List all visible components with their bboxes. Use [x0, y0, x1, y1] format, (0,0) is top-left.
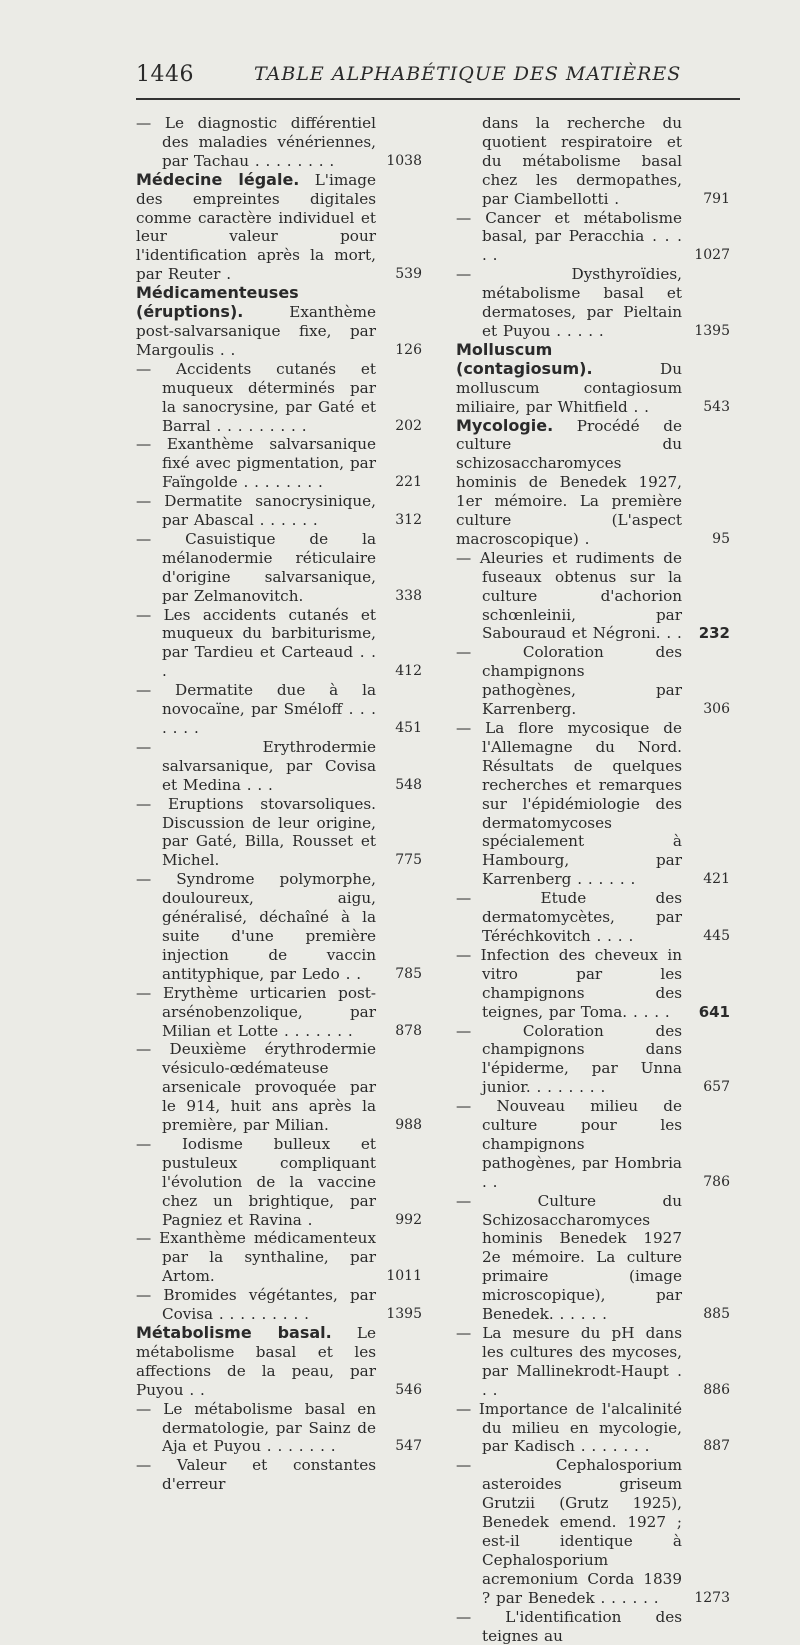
entry-text	[456, 417, 682, 549]
entry-body: Dermatite due à la novocaïne, par Sméloff . . . . . . .	[162, 681, 377, 737]
entry-text	[136, 1456, 376, 1494]
entry-body: Nouveau milieu de culture pour les champignons pathogènes, par Hombria . .	[482, 1097, 682, 1191]
entry-body: Les accidents cutanés et muqueux du barbiturisme, par Tardieu et Carteaud . . .	[162, 605, 377, 681]
entry-text	[136, 984, 376, 1041]
index-entry	[456, 114, 740, 209]
entry-page-number: 312	[395, 512, 422, 529]
entry-dash: —	[456, 719, 486, 737]
index-entry	[456, 1456, 740, 1607]
entry-dash: —	[136, 983, 163, 1002]
index-entry	[136, 435, 432, 492]
entry-text	[136, 1286, 376, 1324]
index-entry	[136, 606, 432, 682]
entry-page-number: 657	[703, 1079, 730, 1096]
entry-dash: —	[456, 1607, 506, 1626]
index-entry	[136, 1286, 432, 1324]
entry-dash: —	[456, 889, 541, 908]
entry-page-number: 445	[703, 927, 730, 944]
entry-dash: —	[136, 1456, 177, 1475]
entry-page-number: 306	[703, 701, 730, 718]
index-entry	[456, 417, 740, 549]
entry-text	[136, 435, 376, 492]
entry-page-number: 1395	[386, 1306, 422, 1323]
entry-text	[456, 643, 682, 719]
entry-body: Le métabolisme basal en dermatologie, par Sainz de Aja et Puyou . . . . . . .	[162, 1399, 376, 1456]
index-entry	[136, 171, 432, 284]
entry-dash: —	[136, 1229, 160, 1248]
entry-text	[136, 870, 376, 983]
entry-dash: —	[456, 1191, 538, 1210]
entry-dash: —	[136, 359, 177, 378]
index-entry	[136, 284, 432, 360]
entry-page-number: 878	[395, 1022, 422, 1039]
entry-dash: —	[456, 1021, 523, 1040]
index-entry	[456, 1608, 740, 1645]
entry-body: Iodisme bulleux et pustuleux compliquant l'évolution de la vaccine chez un brightique, par Pagniez et Ravina .	[162, 1134, 376, 1229]
index-entry	[136, 681, 432, 738]
entry-body: Cancer et métabolisme basal, par Peracchia . . . . .	[482, 208, 682, 265]
index-entry	[456, 1022, 740, 1098]
index-entry	[136, 738, 432, 795]
entry-page-number: 421	[703, 871, 730, 888]
entry-page-number: 412	[395, 663, 422, 680]
entry-page-number: 786	[703, 1173, 730, 1190]
entry-text	[456, 719, 682, 889]
entry-text	[456, 1324, 682, 1400]
index-entry	[456, 549, 740, 644]
entry-body: Bromides végétantes, par Covisa . . . . . . . . .	[162, 1286, 376, 1324]
entry-dash: —	[456, 548, 480, 567]
entry-dash: —	[136, 529, 186, 548]
index-entry	[136, 1456, 432, 1494]
entry-dash: —	[456, 1456, 556, 1475]
entry-page-number: 126	[395, 341, 422, 358]
entry-body: Le diagnostic différentiel des maladies vénériennes, par Tachau . . . . . . . .	[162, 114, 376, 170]
entry-page-number: 1011	[386, 1268, 422, 1285]
entry-dash: —	[136, 870, 177, 889]
entry-text	[456, 889, 682, 946]
entry-body: Erythème urticarien post-arsénobenzolique, par Milian et Lotte . . . . . . .	[162, 983, 376, 1040]
entry-body: Du molluscum contagiosum miliaire, par Whitfield . .	[456, 359, 682, 416]
entry-page-number: 1027	[694, 247, 730, 264]
entry-text	[456, 341, 682, 417]
entry-body: Casuistique de la mélanodermie réticulaire d'origine salvarsanique, par Zelmanovitch.	[162, 529, 377, 605]
entry-text	[136, 795, 376, 871]
entry-text	[456, 265, 682, 341]
entry-dash: —	[136, 1286, 164, 1305]
entry-body: dans la recherche du quotient respiratoire et du métabolisme basal chez les dermopathes, par Ciambellotti .	[482, 114, 682, 208]
entry-page-number: 992	[395, 1211, 422, 1228]
entry-dash: —	[456, 643, 523, 662]
entry-dash: —	[136, 114, 165, 132]
index-entry	[136, 530, 432, 606]
index-entry	[136, 114, 432, 171]
index-entry	[456, 889, 740, 946]
entry-body: Importance de l'alcalinité du milieu en mycologie, par Kadisch . . . . . . .	[478, 1399, 682, 1456]
entry-body: Aleuries et rudiments de fuseaux obtenus sur la culture d'achorion schœnleinii, par Sabouraud et Négroni. . .	[479, 548, 683, 643]
index-entry	[456, 719, 740, 889]
entry-text	[136, 606, 376, 682]
entry-heading: Mycologie.	[456, 415, 554, 435]
entry-dash: —	[456, 265, 572, 284]
index-entry	[456, 265, 740, 341]
entry-body: Exanthème post-salvarsanique fixe, par Margoulis . .	[136, 303, 376, 359]
entry-page-number: 775	[395, 852, 422, 869]
running-title: TABLE ALPHABÉTIQUE DES MATIÈRES	[254, 63, 682, 85]
entry-dash: —	[136, 737, 263, 756]
index-entry	[136, 795, 432, 871]
index-entry	[136, 984, 432, 1041]
index-entry	[456, 341, 740, 417]
entry-body: L'image des empreintes digitales comme caractère individuel et leur valeur pour l'identification après la mort, par Reuter .	[136, 170, 376, 284]
index-entry	[136, 492, 432, 530]
entry-body: Infection des cheveux in vitro par les champignons des teignes, par Toma. . . . .	[480, 945, 682, 1021]
entry-page-number: 988	[395, 1117, 422, 1134]
entry-text	[136, 681, 376, 738]
entry-page-number: 785	[395, 965, 422, 982]
entry-page-number: 1038	[386, 152, 422, 169]
entry-text	[136, 114, 376, 171]
entry-body: Etude des dermatomycètes, par Téréchkovitch . . . .	[482, 889, 682, 945]
entry-page-number: 451	[395, 720, 422, 736]
entry-text	[456, 549, 682, 644]
entry-page-number: 1273	[694, 1589, 730, 1606]
entry-body: Syndrome polymorphe, douloureux, aigu, généralisé, déchaîné à la suite d'une première injection de vaccin antityphique, par Ledo . .	[162, 870, 376, 983]
entry-page-number: 641	[698, 1002, 730, 1021]
entry-heading: Molluscum (contagiosum).	[456, 339, 593, 378]
entry-page-number: 885	[703, 1306, 730, 1323]
entry-body: Exanthème salvarsanique fixé avec pigmentation, par Faïngolde . . . . . . . .	[162, 435, 376, 492]
entry-page-number: 232	[698, 624, 730, 643]
entry-heading: Métabolisme basal.	[136, 1323, 332, 1342]
entry-body: Valeur et constantes d'erreur	[162, 1456, 376, 1494]
entry-body: La mesure du pH dans les cultures des mycoses, par Mallinekrodt-Haupt . . .	[482, 1324, 682, 1399]
entry-dash: —	[136, 1040, 170, 1059]
entry-page-number: 886	[703, 1381, 730, 1398]
entry-body: Culture du Schizosaccharomyces hominis Benedek 1927 2e mémoire. La culture primaire (image microscopique), par Benedek. . . . . .	[482, 1191, 682, 1324]
entry-page-number: 887	[703, 1438, 730, 1455]
entry-page-number: 548	[395, 776, 422, 793]
left-column	[136, 114, 432, 1494]
index-entry	[136, 1324, 432, 1400]
entry-text	[136, 1135, 376, 1230]
entry-body: Exanthème médicamenteux par la synthaline, par Artom.	[159, 1229, 377, 1286]
index-entry	[136, 1135, 432, 1230]
entry-page-number: 547	[395, 1438, 422, 1455]
entry-body: Erythrodermie salvarsanique, par Covisa et Medina . . .	[162, 737, 376, 794]
entry-page-number: 202	[395, 417, 422, 434]
entry-body: Eruptions stovarsoliques. Discussion de leur origine, par Gaté, Billa, Rousset et Michel.	[162, 794, 377, 870]
entry-dash: —	[136, 681, 176, 700]
index-entry	[136, 1229, 432, 1286]
entry-body: Coloration des champignons dans l'épiderme, par Unna junior. . . . . . . .	[482, 1021, 682, 1097]
entry-text	[136, 530, 376, 606]
entry-dash: —	[136, 435, 167, 454]
entry-page-number: 539	[395, 266, 422, 283]
entry-body: Dysthyroïdies, métabolisme basal et dermatoses, par Pieltain et Puyou . . . . .	[482, 265, 682, 340]
entry-text	[136, 1229, 376, 1286]
entry-dash: —	[136, 1399, 164, 1418]
entry-page-number: 543	[703, 398, 730, 415]
entry-dash: —	[456, 1097, 497, 1116]
entry-body: L'identification des teignes au	[482, 1607, 682, 1645]
entry-heading: Médicamenteuses (éruptions).	[136, 283, 299, 322]
entry-page-number: 95	[712, 530, 730, 547]
entry-page-number: 791	[703, 190, 730, 207]
entry-body: Accidents cutanés et muqueux déterminés par la sanocrysine, par Gaté et Barral . . . . . . . . .	[162, 359, 376, 435]
entry-text	[456, 1456, 682, 1607]
entry-page-number: 546	[395, 1381, 422, 1398]
entry-text	[456, 209, 682, 266]
index-entry	[456, 1192, 740, 1324]
entry-text	[136, 492, 376, 530]
entry-text	[136, 1400, 376, 1457]
index-entry	[136, 1040, 432, 1135]
entry-text	[456, 1097, 682, 1192]
entry-dash: —	[136, 492, 165, 511]
index-entry	[136, 360, 432, 436]
entry-dash: —	[136, 605, 164, 624]
entry-dash: —	[456, 208, 486, 227]
entry-body: Le métabolisme basal et les affections de la peau, par Puyou . .	[136, 1324, 376, 1399]
entry-text	[456, 946, 682, 1022]
index-entry	[456, 643, 740, 719]
entry-body: Coloration des champignons pathogènes, par Karrenberg.	[482, 643, 682, 719]
index-entry	[456, 1400, 740, 1457]
entry-text	[136, 738, 376, 795]
entry-body: Dermatite sanocrysinique, par Abascal . . . . . .	[162, 492, 376, 530]
entry-text	[136, 360, 376, 436]
page-number: 1446	[136, 62, 194, 87]
entry-text	[456, 1022, 682, 1098]
entry-text	[456, 1192, 682, 1324]
entry-dash: —	[456, 945, 481, 964]
entry-dash: —	[136, 794, 168, 813]
index-entry	[456, 1097, 740, 1192]
entry-body: Cephalosporium asteroides griseum Grutzii (Grutz 1925), Benedek emend. 1927 ; est-il identique à Cephalosporium acremonium Corda 1839 ? par Benedek . . . . . .	[482, 1456, 682, 1607]
header-rule	[136, 98, 740, 100]
entry-body: Procédé de culture du schizosaccharomyces hominis de Benedek 1927, 1er mémoire. La première culture (L'aspect macroscopique) .	[456, 416, 682, 548]
index-entry	[456, 946, 740, 1022]
entry-body: La flore mycosique de l'Allemagne du Nord. Résultats de quelques recherches et remarques sur l'épidémiologie des dermatomycoses spécialement à Hambourg, par Karrenberg . . . . . .	[482, 719, 682, 889]
entry-dash: —	[136, 1134, 182, 1153]
entry-text	[456, 1608, 682, 1645]
entry-heading: Médecine légale.	[136, 169, 300, 189]
entry-page-number: 338	[395, 587, 422, 604]
entry-text	[136, 171, 376, 284]
index-entry	[456, 1324, 740, 1400]
entry-text	[456, 114, 682, 209]
entry-body: Deuxième érythrodermie vésiculo-œdémateuse arsenicale provoquée par le 914, huit ans après la première, par Milian.	[162, 1040, 376, 1135]
entry-page-number: 221	[395, 474, 422, 491]
right-column	[456, 114, 740, 1645]
index-entry	[136, 870, 432, 983]
index-entry	[456, 209, 740, 266]
entry-page-number: 1395	[694, 322, 730, 339]
entry-text	[136, 1324, 376, 1400]
entry-text	[456, 1400, 682, 1457]
index-entry	[136, 1400, 432, 1457]
entry-text	[136, 1040, 376, 1135]
entry-text	[136, 284, 376, 360]
entry-dash: —	[456, 1399, 479, 1418]
entry-dash: —	[456, 1324, 483, 1342]
